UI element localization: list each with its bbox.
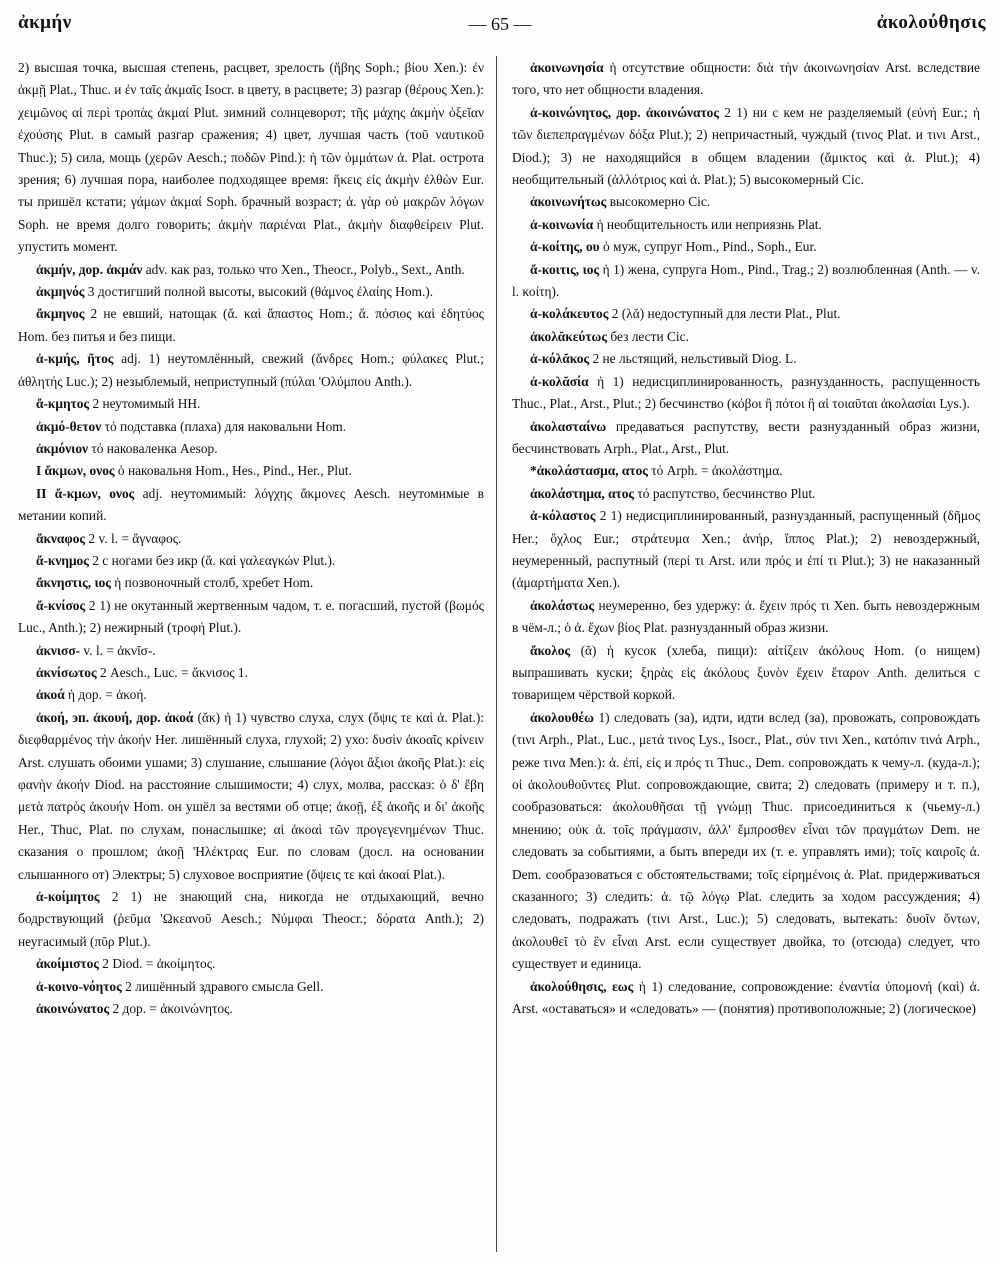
dictionary-entry [18, 684, 484, 706]
entry-definition: adj. неутомимый: λόγχης ἄκμονες Aesch. неутомимые в метании копий. [18, 485, 484, 524]
entry-definition: 2 лишённый здравого смысла Gell. [121, 978, 324, 994]
dictionary-entry [18, 416, 484, 438]
dictionary-entry [18, 976, 484, 998]
entry-definition: ἡ необщительность или неприязнь Plat. [593, 216, 822, 232]
dictionary-entry [18, 998, 484, 1020]
entry-headword: ἀκολούθησις, εως [530, 978, 634, 994]
entry-definition: 2 не льстящий, нельстивый Diog. L. [589, 351, 797, 367]
entry-definition: без лести Cic. [606, 328, 689, 344]
page-number: — 65 — [468, 14, 532, 34]
entry-definition: 2 Diod. = ἀκοίμητος. [98, 956, 216, 972]
entry-definition: 2 1) недисциплинированный, разнузданный, распущенный (δῆμος Her.; ὄχλος Eur.; στράτευμα Xen.; ἀνήρ, ἵππος Plat.); 2) невоздержный, неумеренный, распутный (περί τι Arst. или πρός и ἐπί τι Plut.); 3) не наказанный (ἁμαρτήματα Xen.). [512, 508, 980, 591]
entry-headword: ἀκμό-θετον [36, 418, 102, 434]
column-divider [496, 56, 497, 1252]
entry-headword: ἄκνηστις, ιος [36, 575, 111, 591]
entry-definition: высокомерно Cic. [606, 194, 711, 210]
entry-headword: ἀκμήν, дор. ἀκμάν [36, 261, 143, 277]
entry-definition: 2 1) не окутанный жертвенным чадом, т. е. погасший, пустой (βωμός Luc., Anth.); 2) нежирный (τροφή Plut.). [18, 597, 484, 636]
dictionary-entry [512, 326, 980, 348]
entry-definition: τό Arph. = ἀκολάστημα. [647, 463, 783, 479]
entry-headword: ἀκολασταίνω [530, 418, 607, 434]
dictionary-entry [18, 281, 484, 303]
entry-headword: ἄ-κοιτις, ιος [530, 261, 600, 277]
entry-headword: ἀκμηνός [36, 284, 85, 300]
dictionary-entry [512, 483, 980, 505]
dictionary-entry [512, 191, 980, 213]
entry-headword: ἀκολουθέω [530, 709, 594, 725]
entry-definition: adv. как раз, только что Xen., Theocr., Polyb., Sext., Anth. [142, 261, 465, 277]
entry-definition: ἡ 1) следование, сопровождение: ἐναντία ὑπομονή (καὶ) ἀ. Arst. «оставаться» и «следовать» — (понятия) противоположные; 2) (логическое) [512, 978, 980, 1017]
entry-headword: ἄ-κνημος [36, 552, 89, 568]
entry-definition: 2 неутомимый HH. [89, 396, 201, 412]
dictionary-entry [18, 483, 484, 528]
dictionary-entry [18, 595, 484, 640]
dictionary-entry [512, 214, 980, 236]
entry-definition: (ᾰ) ἡ кусок (хлеба, пищи): αἰτίζειν ἀκόλους Hom. (о нищем) выпрашивать куски; ξηρὰς εἰς ἀκόλους ξυνὸν ἔχειν ἔταρον Anth. делиться с товарищем чёрствой коркой. [512, 642, 980, 703]
entry-definition: ὁ наковальня Hom., Hes., Pind., Her., Plut. [114, 463, 352, 479]
entry-definition: (ᾰκ) ἡ 1) чувство слуха, слух (ὄψις τε καὶ ἀ. Plat.): διεφθαρμένος τὴν ἀκοήν Her. лишённый слуха, глухой; 2) ухо: δυσὶν ἀκοαῖς κρίνειν Arst. слушать обоими ушами; 3) слушание, слышание (λόγοι ἄξιοι ἀκοῆς Plat.): εἰς φανὴν ἀκοήν Diod. на расстояние слышимости; 4) слух, молва, рассказ: ὁ δ' ἔβη μετὰ πατρὸς ἀκουήν Hom. он ушёл за вестями об отце; ἀκοῇ, ἐξ ἀκοῆς и δι' ἀκοῆς Her., Thuc, Plat. по слухам, понаслышке; αἱ ἀκοαὶ τῶν προγεγενημένων Thuc. сказания о прошлом; ἀκοῇ 'Ηλέκτρας Eur. по словам (досл. на основании слышанного от) Электры; 5) слуховое восприятие (ὄψεις τε καὶ ἀκοαί Plat.). [18, 709, 484, 882]
dictionary-entry [512, 303, 980, 325]
entry-definition: adj. 1) неутомлённый, свежий (ἄνδρες Hom.; φύλακες Plut.; ἀθλητής Luc.); 2) незыблемый, неприступный (πύλαι 'Ολύμπου Anth.). [18, 351, 485, 389]
entry-headword: ἄ-κμητος [36, 396, 90, 412]
entry-headword: ἄ-κνίσος [36, 597, 86, 613]
entry-definition: 2 1) ни с кем не разделяемый (εὐνή Eur.; ἡ τῶν διεπεπραγμένων δόξα Plut.); 2) непричастный, чуждый (τινος Plat. и τινι Arst., Diod.); 3) не находящийся в общем владении (ἄμικτος καὶ ἀ. Plut.); 4) необщительный (ἀλλότριος καὶ ἀ. Plat.); 5) высокомерный Cic. [512, 104, 980, 188]
entry-headword: ἀ-κοινωνία [530, 216, 594, 232]
dictionary-entry [18, 348, 484, 393]
entry-headword: II ἄ-κμων, ονος [36, 485, 135, 501]
dictionary-entry [512, 976, 980, 1021]
entry-definition: ἡ дор. = ἀκοή. [64, 687, 147, 703]
entry-headword: ἀ-κοίμητος [36, 889, 100, 905]
entry-definition: ἡ 1) жена, супруга Hom., Pind., Trag.; 2) возлюбленная (Anth. — v. l. κοίτη). [512, 261, 980, 300]
entry-definition: τό распутство, бесчинство Plut. [634, 485, 816, 501]
entry-headword: ἀ-κόλᾰκος [530, 351, 590, 367]
left-column [18, 57, 484, 1020]
dictionary-entry [18, 303, 484, 348]
entry-definition: предаваться распутству, вести разнузданный образ жизни, бесчинствовать Arph., Plat., Arst., Plut. [512, 418, 980, 456]
running-head-left: ἀκμήν [18, 12, 72, 33]
entry-headword: I ἄκμων, ονος [36, 463, 115, 479]
entry-headword: ἀκοινώνατος [36, 1001, 110, 1017]
entry-definition: 2 Aesch., Luc. = ἄκνισος 1. [96, 664, 248, 680]
dictionary-entry [18, 572, 484, 594]
entry-definition: неумеренно, без удержу: ἀ. ἔχειν πρός τι Xen. быть невоздержным в чём-л.; ὁ ἀ. ἔχων βίος Plat. разнузданный образ жизни. [512, 597, 980, 636]
entry-definition: ὁ муж, супруг Hom., Pind., Soph., Eur. [599, 239, 817, 255]
dictionary-entry [512, 57, 980, 102]
entry-headword: *ἀκολάστασμα, ατος [530, 463, 648, 479]
entry-headword: ἀ-κοινο-νόητος [36, 978, 122, 994]
entry-headword: ἀκοή, эп. ἀκουή, дор. ἀκοά [36, 709, 194, 725]
entry-headword: ἀ-κόλαστος [530, 508, 596, 524]
entry-definition: 2 1) не знающий сна, никогда не отдыхающий, вечно бодрствующий (ῥεῦμα 'Ωκεανοῦ Aesch.; Νύμφαι Theocr.; δόρατα Anth.); 2) неугасимый (πῦρ Plut.). [18, 889, 484, 949]
entry-headword: ἀκοινωνήτως [530, 194, 607, 210]
dictionary-entry [512, 371, 980, 416]
right-column [512, 57, 980, 1020]
dictionary-entry [18, 662, 484, 684]
dictionary-entry [512, 640, 980, 707]
entry-definition: 2 не евший, натощак (ἄ. καὶ ἄπαστος Hom.; ἄ. πόσιος καὶ ἐδητύος Hom. без питья и без пищи. [18, 306, 484, 344]
dictionary-entry [18, 528, 484, 550]
dictionary-entry [18, 707, 484, 886]
entry-definition: ἡ 1) недисциплинированность, разнузданность, распущенность Thuc., Plat., Arst., Plut.; 2) бесчинство (κόβοι ἢ πότοι ἢ αἱ τοιαῦται ἀκολασίαι Lys.). [512, 373, 980, 412]
dictionary-entry [512, 102, 980, 192]
entry-definition: 2) высшая точка, высшая степень, расцвет, зрелость (ἥβης Soph.; βίου Xen.): ἐν ἀκμῇ Plat., Thuc. и ἐν ταῖς ἀκμαῖς Isocr. в цвету, в расцвете; 3) разгар (θέρους Xen.): χειμῶνος αἱ περὶ τροπὰς ἀκμαί Plut. зимний солнцеворот; τῆς μάχης ἀκμὴν ὀξεῖαν ἐχούσης Plut. в самый разгар сражения; 4) цвет, лучшая часть (τοῦ ναυτικοῦ Thuc.); 5) сила, мощь (χερῶν Aesch.; ποδῶν Pind.): ἡ τῶν ὀμμάτων ἀ. Plat. острота зрения; 6) лучшая пора, наиболее подходящее время: ἥκεις εἰς ἀκμὴν ἐλθὼν Eur. ты пришёл кстати; γάμων ἀκμαί Soph. брачный возраст; ἀ. γὰρ οὐ μακρῶν λόγων Soph. не время долго говорить; ἀκμὴν παριέναι Plat., ἀκμὴν διαφθείρειν Plut. упустить момент. [18, 60, 484, 255]
entry-definition: 2 (λᾰ) недоступный для лести Plat., Plut. [608, 306, 841, 322]
entry-headword: ἀ-κοινώνητος, дор. ἀκοινώνατος [530, 104, 719, 120]
entry-definition: τό подставка (плаха) для наковальни Hom. [101, 418, 347, 434]
entry-headword: ἀκολᾰκεύτως [530, 328, 607, 344]
dictionary-entry [512, 259, 980, 304]
entry-definition: τό наковаленка Aesop. [88, 440, 218, 456]
running-head-right: ἀκολούθησις [876, 12, 986, 33]
entry-definition: ἡ отсутствие общности: διὰ τὴν ἀκοινωνησίαν Arst. вследствие того, что нет общности владения. [512, 60, 980, 98]
entry-definition: 2 с ногами без икр (ἄ. καὶ γαλεαγκών Plut.). [88, 552, 336, 568]
entry-definition: ἡ позвоночный столб, хребет Hom. [110, 575, 314, 591]
entry-definition: v. l. = ἀκνῖσ-. [80, 642, 156, 658]
dictionary-entry [18, 259, 484, 281]
entry-headword: ἀ-κολάκευτος [530, 306, 609, 322]
entry-headword: ἀ-κολᾰσία [530, 373, 589, 389]
entry-definition: 2 дор. = ἀκοινώνητος. [109, 1001, 233, 1017]
dictionary-entry [512, 595, 980, 640]
entry-headword: ἀ-κοίτης, ου [530, 239, 600, 255]
dictionary-entry [18, 550, 484, 572]
entry-headword: ἄκολος [530, 642, 571, 658]
entry-headword: ἀκολάστημα, ατος [530, 485, 635, 501]
dictionary-entry [18, 640, 484, 662]
dictionary-entry [18, 886, 484, 953]
entry-headword: ἀκνίσωτος [36, 664, 97, 680]
dictionary-entry [512, 505, 980, 595]
dictionary-entry [512, 236, 980, 258]
entry-headword: ἀκνισσ- [36, 642, 81, 658]
dictionary-entry [512, 460, 980, 482]
dictionary-entry [512, 348, 980, 370]
dictionary-entry [18, 953, 484, 975]
entry-headword: ἀκολάστως [530, 597, 595, 613]
dictionary-entry [18, 438, 484, 460]
entry-definition: 3 достигший полной высоты, высокий (θάμνος ἐλαίης Hom.). [84, 284, 434, 300]
entry-headword: ἄκμηνος [36, 306, 85, 322]
dictionary-entry [18, 57, 484, 259]
entry-headword: ἀκμόνιον [36, 440, 89, 456]
dictionary-entry [512, 707, 980, 976]
dictionary-entry [18, 393, 484, 415]
entry-headword: ἀκοά [36, 687, 65, 703]
dictionary-entry [18, 460, 484, 482]
dictionary-entry [512, 416, 980, 461]
entry-definition: 1) следовать (за), идти, идти вслед (за), провожать, сопровождать (τινι Arph., Plat., Luc., μετά τινος Lys., Isocr., Plat., σύν τινι Xen., κατόπιν τινά Arph., реже τινα Men.): ἀ. ἐπί, εἰς и πρός τι Thuc., Dem. сопровождать к чему-л. (куда-л.); οἱ ἀκολουθοῦντες Plut. сопровождающие, свита; 2) следовать (примеру и т. п.), сообразоваться: ἀκολουθῆσαι τῇ γνώμῃ Thuc. присоединиться к (чьему-л.) мнению; οὐκ ἀ. τοῖς πράγμασιν, ἀλλ' ἔμπροσθεν εἶναι τῶν πραγμάτων Dem. не следовать за событиями, а быть впереди их (т. е. управлять ими); τοῖς καιροῖς ἀ. Dem. сообразоваться с обстоятельствами; τοῖς εἰρημένοις ἀ. Plat. придерживаться сказанного; 3) следить: ἀ. τῷ λόγῳ Plat. следить за ходом рассуждения; 4) следовать, подражать (τινι Arst., Luc.); 5) следовать, вытекать: δυοῖν ὄντων, ἀκολουθεῖ τὸ ἓν εἶναι Arst. если существует двойка, то (отсюда) следует, что существует и единица. [512, 709, 980, 972]
entry-headword: ἀκοινωνησία [530, 60, 604, 75]
entry-headword: ἀ-κμής, ῆτος [36, 351, 114, 367]
entry-headword: ἀκοίμιστος [36, 956, 99, 972]
entry-headword: ἄκναφος [36, 530, 86, 546]
entry-definition: 2 v. l. = ἄγναφος. [85, 530, 182, 546]
